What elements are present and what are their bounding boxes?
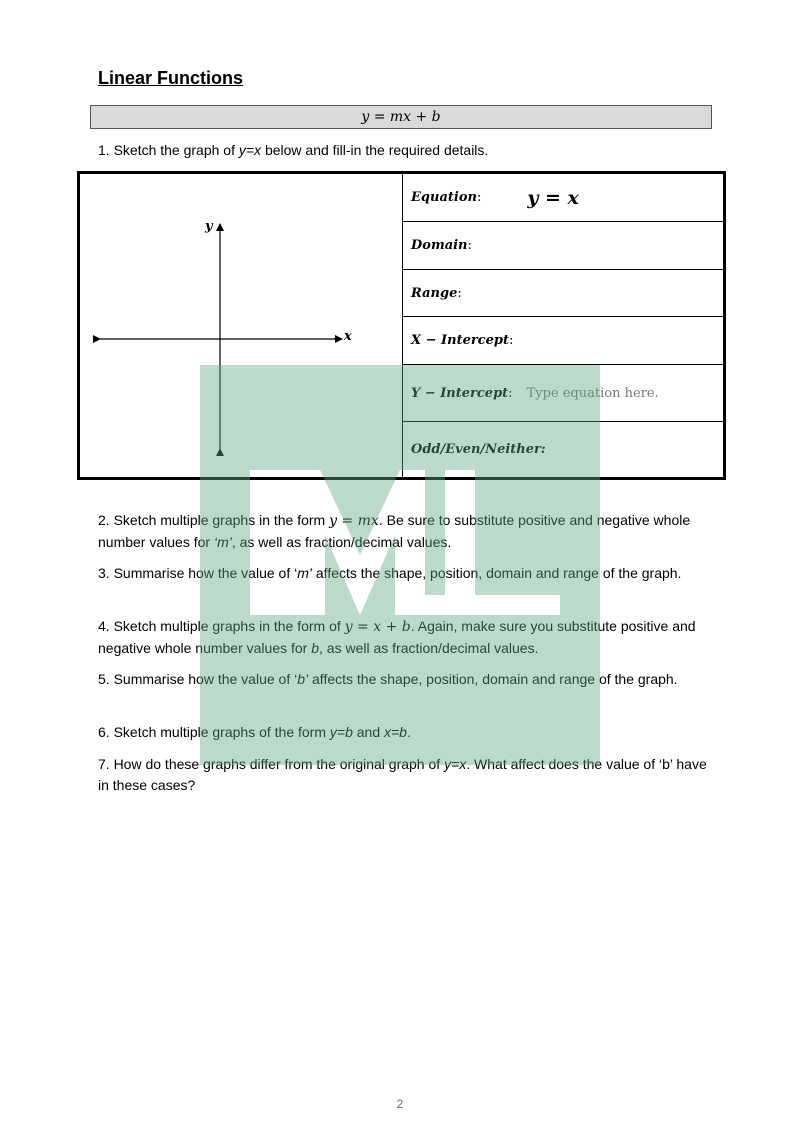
- q4-text: 4. Sketch multiple graphs in the form of: [98, 618, 345, 634]
- equation-label: Equation: [411, 190, 477, 205]
- q1-em: y=x: [238, 142, 262, 158]
- equation-row[interactable]: [403, 174, 723, 222]
- x-intercept-row[interactable]: [403, 317, 723, 365]
- formula-banner: [90, 105, 712, 129]
- y-intercept-row[interactable]: [403, 365, 723, 422]
- x-intercept-label: X − Intercept: [411, 333, 509, 348]
- x-axis-label: x: [344, 329, 352, 344]
- q6-text: 6. Sketch multiple graphs of the form: [98, 724, 330, 740]
- equation-placeholder[interactable]: Type equation here.: [526, 385, 659, 401]
- graph-sketch-area[interactable]: [80, 174, 403, 477]
- q4-text-b: . Again, make sure you substitute positive and negative whole number values for: [98, 618, 696, 656]
- q2-em: ‘m’: [213, 534, 232, 550]
- range-row[interactable]: [403, 270, 723, 317]
- q5-em: b’: [297, 671, 309, 687]
- q6-em-2: x=b: [384, 724, 407, 740]
- q7-em: y=x: [444, 756, 467, 772]
- graph-details-table: [77, 171, 726, 480]
- colon: :: [508, 385, 513, 401]
- colon: :: [467, 238, 472, 253]
- q6-text-c: .: [406, 724, 411, 740]
- question-5: [98, 669, 713, 690]
- q3-em: m’: [297, 565, 312, 581]
- q6-em-1: y=b: [329, 724, 353, 740]
- page-title: Linear Functions: [98, 68, 244, 88]
- q2-text-b: . Be sure to substitute positive and negative whole number values for: [98, 512, 691, 550]
- q4-em: b: [311, 640, 320, 656]
- question-6: [98, 722, 713, 743]
- q6-text-b: and: [352, 724, 384, 740]
- q1-text: 1. Sketch the graph of: [98, 142, 239, 158]
- question-3: [98, 563, 713, 584]
- page-number: 2: [396, 1097, 404, 1111]
- question-7: [98, 754, 713, 796]
- axes-diagram: [80, 174, 402, 477]
- colon: :: [457, 285, 462, 301]
- q2-text-c: , as well as fraction/decimal values.: [231, 534, 452, 550]
- question-2: [98, 510, 713, 553]
- colon: :: [508, 333, 514, 348]
- q2-math: y = mx: [329, 513, 379, 529]
- colon: :: [476, 190, 482, 205]
- odd-even-label: Odd/Even/Neither:: [411, 442, 546, 457]
- odd-even-row[interactable]: [403, 422, 723, 477]
- q7-text-b: . What affect does the value of ‘b’ have in these cases?: [98, 756, 707, 793]
- q1-text-end: below and fill-in the required details.: [261, 142, 489, 158]
- domain-label: Domain: [411, 238, 468, 253]
- q3-text-b: affects the shape, position, domain and range of the graph.: [312, 565, 682, 581]
- details-column: [403, 174, 723, 477]
- q7-text: 7. How do these graphs differ from the original graph of: [98, 756, 445, 772]
- y-intercept-label: Y − Intercept: [411, 385, 509, 401]
- q4-text-c: , as well as fraction/decimal values.: [319, 640, 539, 656]
- range-label: Range: [411, 285, 458, 301]
- y-axis-label: y: [205, 219, 213, 234]
- q4-math: y = x + b: [344, 619, 411, 635]
- q3-text: 3. Summarise how the value of ‘: [98, 565, 298, 581]
- domain-row[interactable]: [403, 222, 723, 270]
- q5-text-b: affects the shape, position, domain and range of the graph.: [308, 671, 678, 687]
- q2-text: 2. Sketch multiple graphs in the form: [98, 512, 330, 528]
- question-1: [98, 142, 488, 158]
- formula-text: y = mx + b: [361, 109, 441, 125]
- q5-text: 5. Summarise how the value of ‘: [98, 671, 298, 687]
- question-4: [98, 616, 713, 659]
- equation-value: y = x: [527, 186, 579, 209]
